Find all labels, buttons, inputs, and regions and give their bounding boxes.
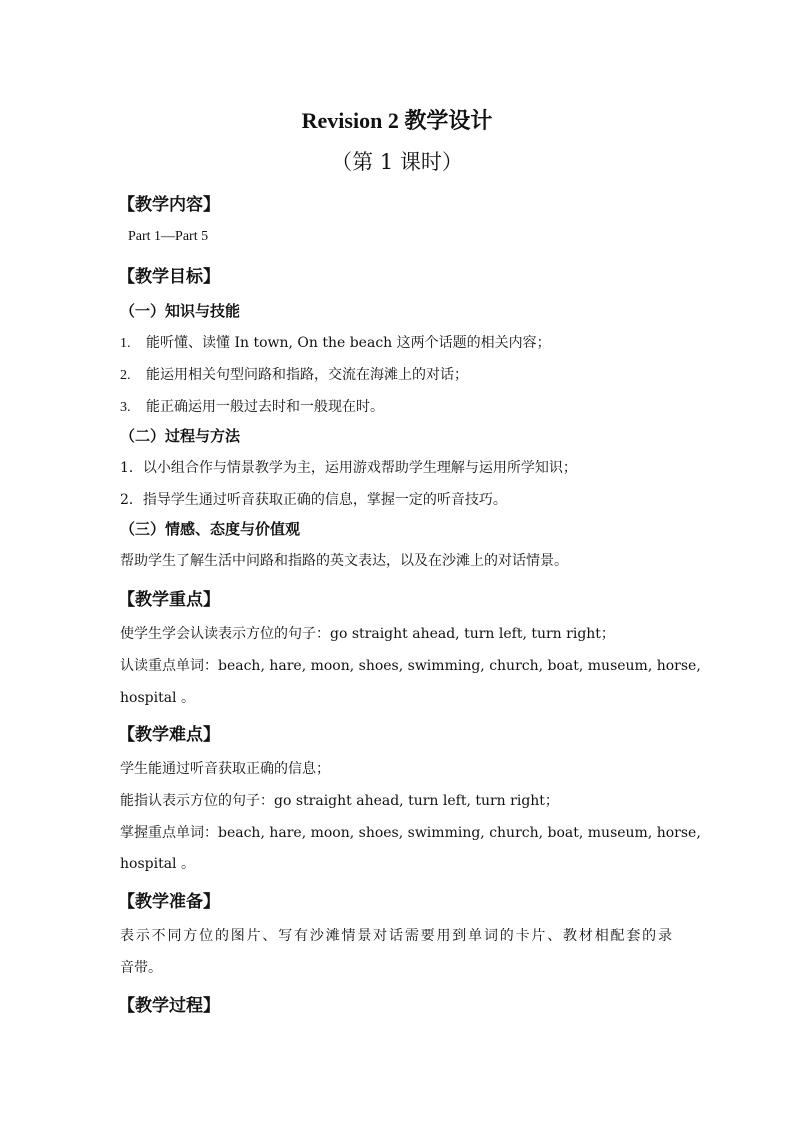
preparation-line: 音带。	[120, 960, 162, 976]
difficult-points-line: hospital 。	[120, 856, 195, 872]
document-title: Revision 2 教学设计	[301, 108, 493, 133]
key-points-line: hospital 。	[120, 690, 195, 706]
item-text: 能听懂、读懂 In town, On the beach 这两个话题的相关内容；	[146, 335, 551, 351]
item-text: 能运用相关句型问路和指路，交流在海滩上的对话；	[146, 367, 468, 383]
document-subtitle: （第 1 课时）	[331, 150, 463, 174]
difficult-points-line: 学生能通过听音获取正确的信息；	[120, 761, 330, 777]
content-text: Part 1—Part 5	[128, 229, 209, 244]
subheading-process: （二）过程与方法	[120, 427, 241, 445]
section-heading-preparation: 【教学准备】	[118, 892, 220, 912]
section-heading-procedure: 【教学过程】	[118, 996, 220, 1016]
item-number: 1.	[120, 336, 131, 351]
difficult-points-line: 能指认表示方位的句子：go straight ahead, turn left, turn right；	[120, 793, 559, 809]
knowledge-item	[120, 364, 468, 384]
item-number: 3.	[120, 400, 131, 415]
preparation-line: 表示不同方位的图片、写有沙滩情景对话需要用到单词的卡片、教材相配套的录	[120, 928, 672, 944]
knowledge-item	[120, 396, 384, 416]
attitude-text: 帮助学生了解生活中问路和指路的英文表达，以及在沙滩上的对话情景。	[120, 553, 568, 569]
key-points-line: 认读重点单词：beach, hare, moon, shoes, swimming, church, boat, museum, horse,	[120, 658, 701, 674]
item-text: 能正确运用一般过去时和一般现在时。	[146, 399, 384, 415]
key-points-line: 使学生学会认读表示方位的句子：go straight ahead, turn left, turn right；	[120, 626, 615, 642]
process-item: 2．指导学生通过听音获取正确的信息，掌握一定的听音技巧。	[120, 492, 507, 508]
section-heading-key-points: 【教学重点】	[118, 590, 220, 610]
subheading-knowledge: （一）知识与技能	[120, 302, 241, 320]
item-number: 2.	[120, 368, 131, 383]
section-heading-content: 【教学内容】	[118, 195, 220, 215]
section-heading-objectives: 【教学目标】	[118, 267, 220, 287]
process-item: 1．以小组合作与情景教学为主，运用游戏帮助学生理解与运用所学知识；	[120, 460, 577, 476]
section-heading-difficult-points: 【教学难点】	[118, 725, 220, 745]
difficult-points-line: 掌握重点单词：beach, hare, moon, shoes, swimming, church, boat, museum, horse,	[120, 825, 701, 841]
knowledge-item	[120, 332, 551, 352]
subheading-attitude: （三）情感、态度与价值观	[120, 520, 301, 538]
